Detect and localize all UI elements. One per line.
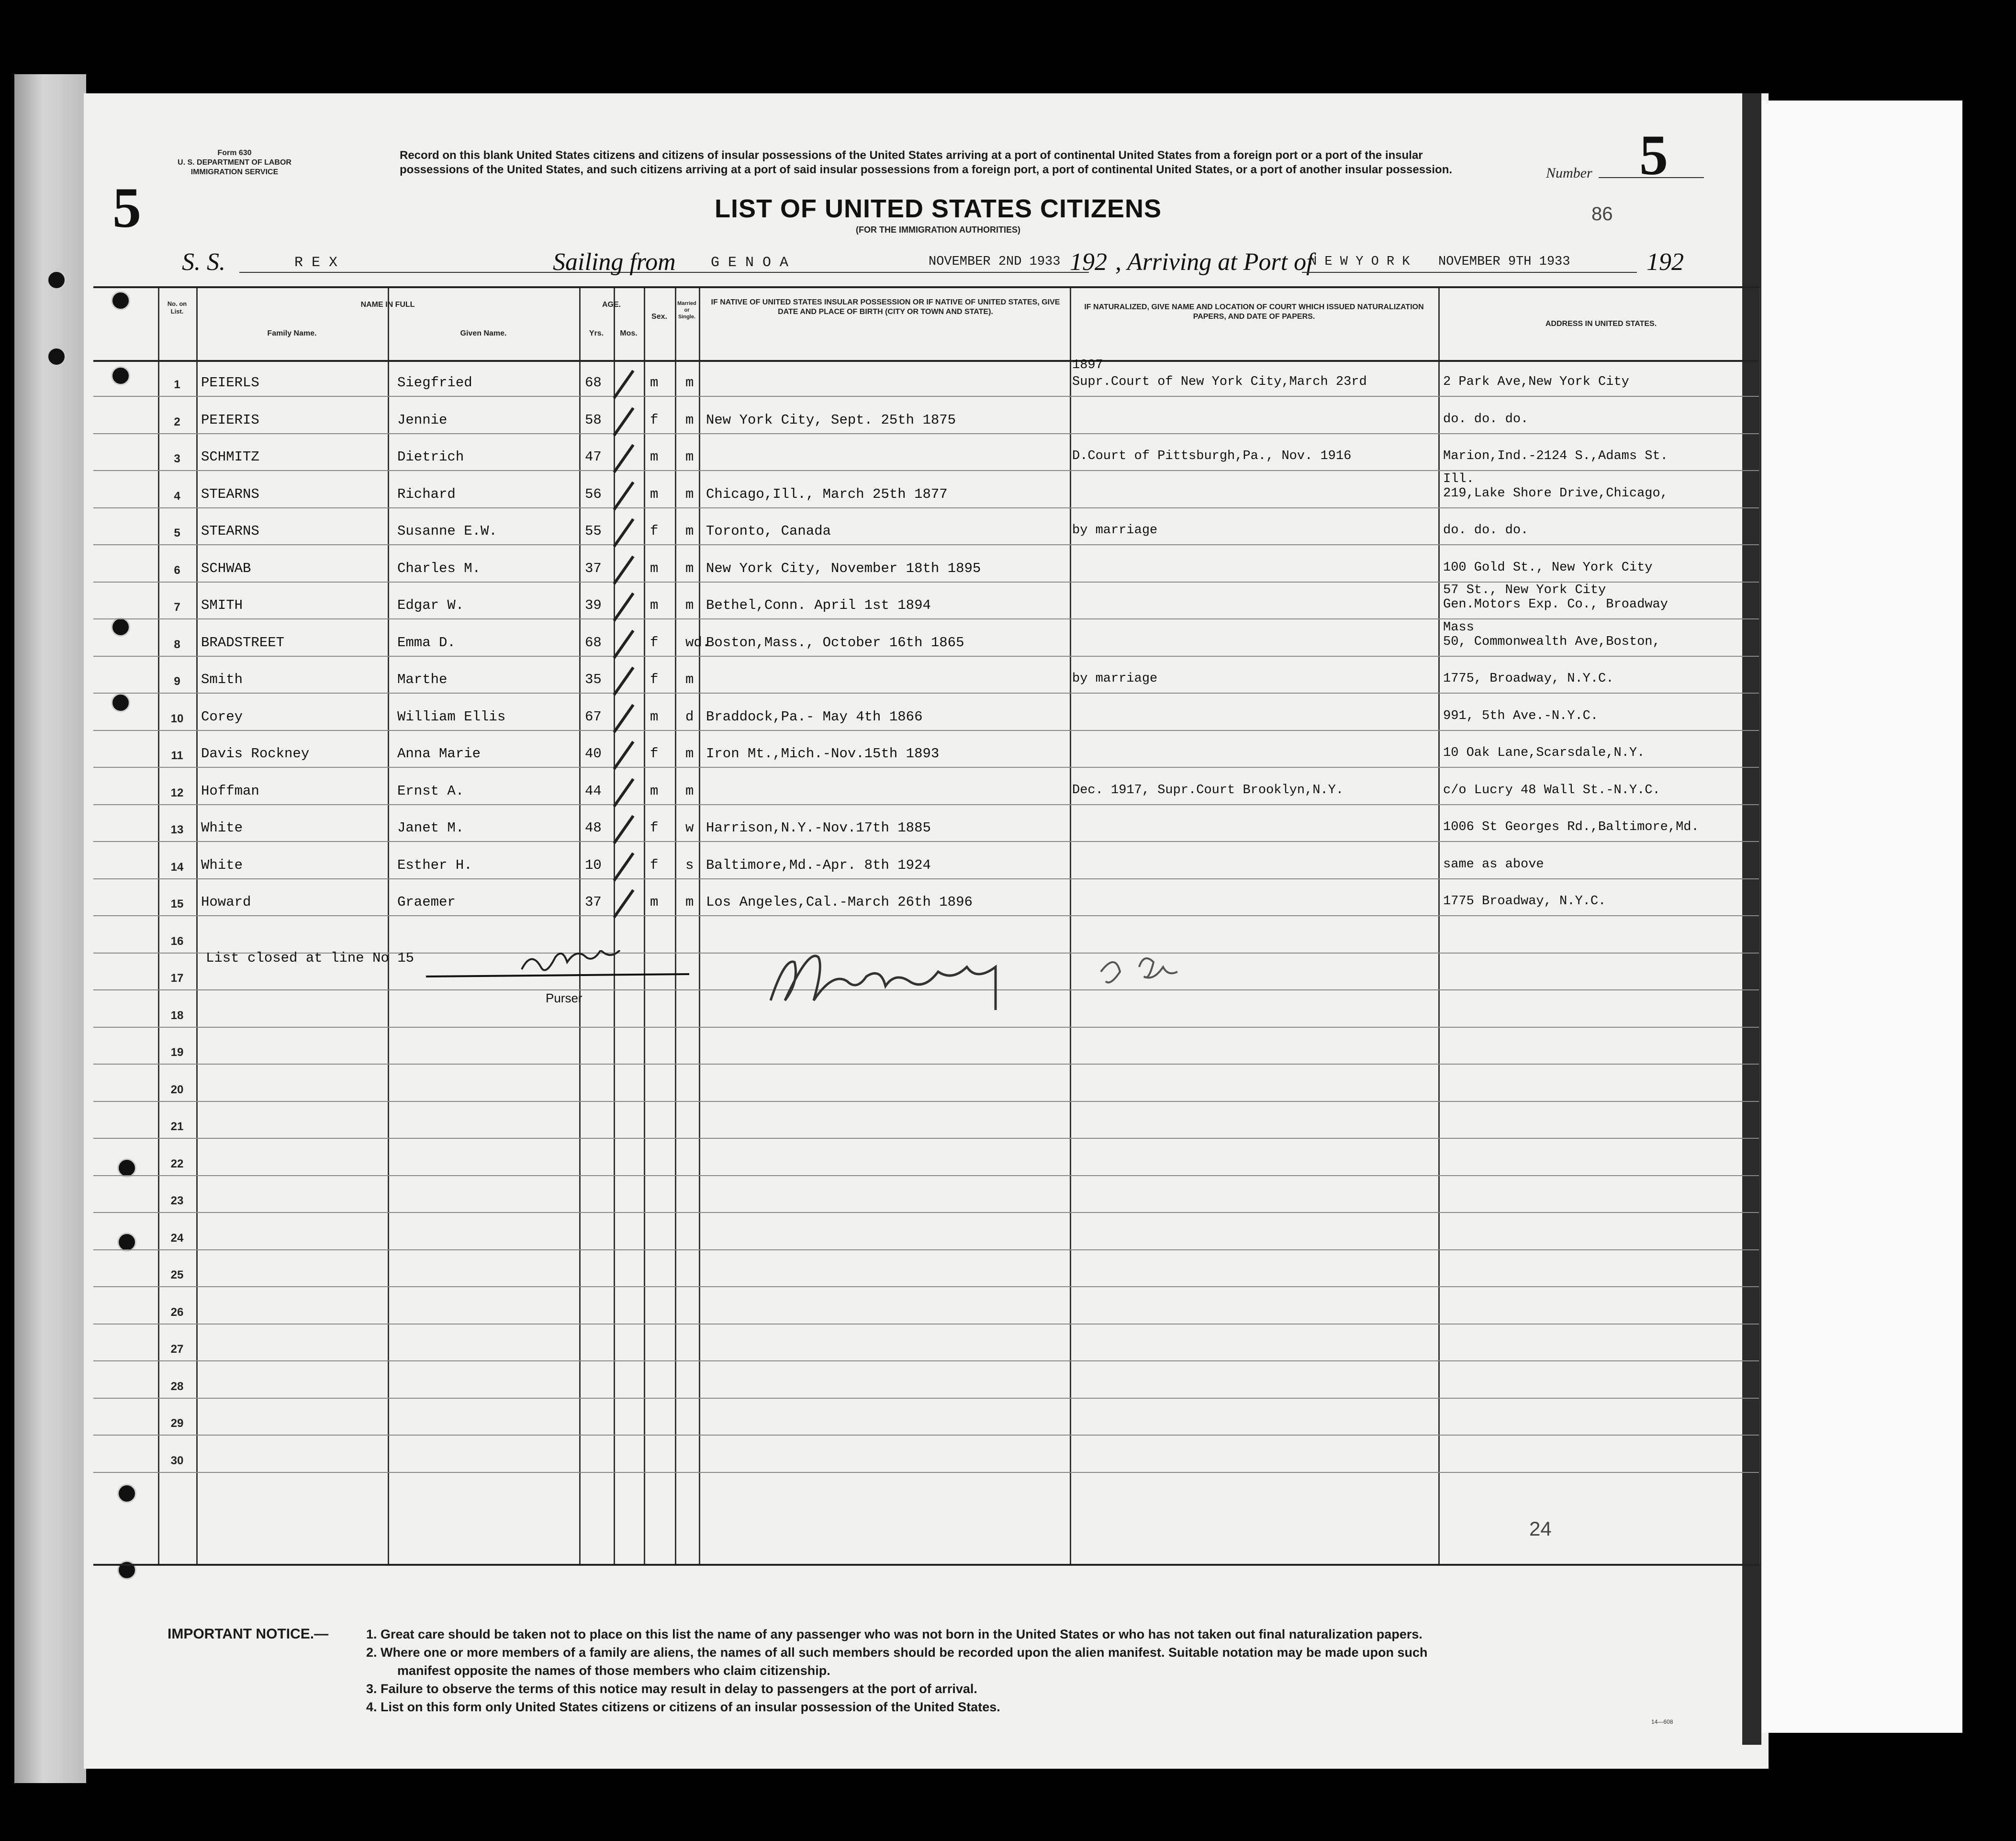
col-header-family: Family Name. <box>267 329 317 337</box>
family-name-cell: PEIERIS <box>201 412 259 428</box>
row-number: 22 <box>170 1157 184 1170</box>
given-name-cell: Esther H. <box>397 857 472 873</box>
row-number: 9 <box>174 675 180 688</box>
notice-item-2-continued: manifest opposite the names of those members who claim citizenship. <box>397 1663 830 1678</box>
departure-port: G E N O A <box>711 255 789 271</box>
sex-cell: m <box>650 708 659 725</box>
row-rule <box>93 804 1759 805</box>
row-number: 8 <box>174 638 180 651</box>
given-name-cell: Graemer <box>397 894 456 910</box>
row-number: 21 <box>170 1120 184 1133</box>
address-cell: 1775, Broadway, N.Y.C. <box>1443 672 1614 686</box>
row-number: 14 <box>170 860 184 874</box>
year-suffix-2: 192 <box>1646 248 1684 276</box>
given-name-cell: Edgar W. <box>397 597 464 613</box>
sex-cell: m <box>650 894 659 910</box>
row-number: 29 <box>170 1417 184 1430</box>
birthplace-cell: Iron Mt.,Mich.-Nov.15th 1893 <box>706 746 940 762</box>
list-closed-note: List closed at line No 15 <box>206 950 414 966</box>
row-number: 20 <box>170 1083 184 1096</box>
sex-cell: f <box>650 820 659 836</box>
marital-status-cell: m <box>685 523 694 539</box>
age-cell: 39 <box>585 597 602 613</box>
address-cell: do. do. do. <box>1443 412 1529 427</box>
col-divider <box>579 288 581 1564</box>
row-rule <box>93 1324 1759 1325</box>
form-id-block <box>144 148 325 177</box>
address-cell: 991, 5th Ave.-N.Y.C. <box>1443 708 1599 723</box>
family-name-cell: Corey <box>201 708 243 725</box>
pencil-page-count: 24 <box>1529 1517 1552 1540</box>
row-rule <box>93 1472 1759 1473</box>
row-rule <box>93 1249 1759 1250</box>
row-number: 5 <box>174 527 180 539</box>
family-name-cell: Hoffman <box>201 783 259 799</box>
family-name-cell: STEARNS <box>201 486 259 502</box>
row-rule <box>93 915 1759 916</box>
row-rule <box>93 693 1759 694</box>
sheet-number-left: 5 <box>112 176 141 239</box>
col-header-name-in-full: NAME IN FULL <box>360 301 415 309</box>
birthplace-cell: Bethel,Conn. April 1st 1894 <box>706 597 931 613</box>
row-number: 2 <box>174 415 180 428</box>
given-name-cell: Emma D. <box>397 634 456 651</box>
marital-status-cell: m <box>685 783 694 799</box>
print-code: 14—608 <box>1651 1718 1673 1725</box>
sex-cell: m <box>650 783 659 799</box>
marital-status-cell: m <box>685 560 694 576</box>
naturalization-cell: Supr.Court of New York City,March 23rd <box>1072 375 1367 389</box>
row-rule <box>93 1360 1759 1361</box>
header-bottom-rule <box>93 360 1759 362</box>
row-number: 27 <box>170 1343 184 1356</box>
page-title: LIST OF UNITED STATES CITIZENS <box>715 194 1162 223</box>
birthplace-cell: New York City, November 18th 1895 <box>706 560 981 576</box>
arrival-date: NOVEMBER 9TH 1933 <box>1438 255 1570 269</box>
notice-item-4: 4. List on this form only United States citizens or citizens of an insular possession of the United States. <box>366 1700 1000 1714</box>
row-rule <box>93 1212 1759 1213</box>
sheet-number-right: 5 <box>1639 123 1668 187</box>
col-divider <box>1759 288 1760 1564</box>
row-number: 23 <box>170 1194 184 1207</box>
row-rule <box>93 470 1759 471</box>
given-name-cell: Ernst A. <box>397 783 464 799</box>
age-cell: 68 <box>585 375 602 391</box>
naturalization-cell: D.Court of Pittsburgh,Pa., Nov. 1916 <box>1072 449 1352 463</box>
birthplace-cell: Boston,Mass., October 16th 1865 <box>706 634 964 651</box>
notice-label: IMPORTANT NOTICE.— <box>168 1626 329 1642</box>
marital-status-cell: m <box>685 486 694 502</box>
row-number: 26 <box>170 1305 184 1319</box>
row-rule <box>93 433 1759 434</box>
address-cell: 50, Commonwealth Ave,Boston, <box>1443 634 1660 649</box>
family-name-cell: White <box>201 820 243 836</box>
sex-cell: f <box>650 634 659 651</box>
row-rule <box>93 618 1759 619</box>
passenger-table <box>93 286 1759 1566</box>
ship-name: R E X <box>294 255 338 271</box>
marital-status-cell: m <box>685 597 694 613</box>
row-number: 19 <box>170 1046 184 1059</box>
given-name-cell: Jennie <box>397 412 448 428</box>
family-name-cell: Howard <box>201 894 251 910</box>
row-number: 18 <box>170 1009 184 1022</box>
address-cell: 1775 Broadway, N.Y.C. <box>1443 894 1606 909</box>
sex-cell: m <box>650 560 659 576</box>
address-cell: Gen.Motors Exp. Co., Broadway <box>1443 597 1668 612</box>
row-number: 17 <box>170 972 184 985</box>
row-rule <box>93 1101 1759 1102</box>
given-name-cell: Siegfried <box>397 375 472 391</box>
row-number: 28 <box>170 1380 184 1393</box>
marital-status-cell: m <box>685 412 694 428</box>
instructions-text: Record on this blank United States citizens and citizens of insular possessions of the United States arriving at a port of continental United States from a foreign port or a port of the insular possessions of the United States, and such citizens arriving at a port of said insular possessions from a foreign port, a port of continental United States, or a port of another insular possession. <box>400 149 1453 176</box>
col-header-birth: IF NATIVE OF UNITED STATES INSULAR POSSESSION OR IF NATIVE OF UNITED STATES, GIVE DATE AND PLACE OF BIRTH (CITY OR TOWN AND STATE). <box>711 298 1060 316</box>
address-cell: 219,Lake Shore Drive,Chicago, <box>1443 486 1668 501</box>
sex-cell: f <box>650 672 659 687</box>
binder-hole <box>47 270 66 290</box>
row-number: 3 <box>174 452 180 465</box>
marital-status-cell: m <box>685 894 694 910</box>
notice-item-3: 3. Failure to observe the terms of this notice may result in delay to passengers at the port of arrival. <box>366 1682 977 1696</box>
row-rule <box>93 767 1759 768</box>
naturalization-cell: by marriage <box>1072 672 1158 686</box>
notice-item-1: 1. Great care should be taken not to place on this list the name of any passenger who was not born in the United States or who has not taken out final naturalization papers. <box>366 1627 1422 1641</box>
marital-status-cell: m <box>685 375 694 391</box>
row-number: 30 <box>170 1454 184 1467</box>
voyage-line <box>182 248 1723 277</box>
col-divider <box>388 288 389 1564</box>
sex-cell: m <box>650 486 659 502</box>
row-rule <box>93 1027 1759 1028</box>
age-cell: 40 <box>585 746 602 762</box>
row-rule <box>93 1138 1759 1139</box>
address-extra-line: Mass <box>1443 620 1474 635</box>
year-suffix-1: 192 <box>1070 248 1107 276</box>
address-cell: 1006 St Georges Rd.,Baltimore,Md. <box>1443 820 1699 834</box>
sex-cell: f <box>650 412 659 428</box>
service-name: IMMIGRATION SERVICE <box>190 168 279 176</box>
departure-date: NOVEMBER 2ND 1933 <box>929 255 1061 269</box>
family-name-cell: White <box>201 857 243 873</box>
row-rule <box>93 878 1759 879</box>
ss-label: S. S. <box>182 248 225 276</box>
family-name-cell: SMITH <box>201 597 243 613</box>
form-number: Form 630 <box>217 149 252 157</box>
marital-status-cell: m <box>685 449 694 465</box>
row-rule <box>93 841 1759 842</box>
row-number: 25 <box>170 1268 184 1281</box>
number-label: Number <box>1546 165 1592 181</box>
adjacent-page <box>1761 101 1962 1733</box>
row-number: 24 <box>170 1231 184 1245</box>
row-number: 7 <box>174 601 180 614</box>
address-cell: same as above <box>1443 857 1544 872</box>
row-number: 13 <box>170 823 184 836</box>
family-name-cell: STEARNS <box>201 523 259 539</box>
naturalization-cell: by marriage <box>1072 523 1158 538</box>
address-cell: do. do. do. <box>1443 523 1529 538</box>
row-number: 16 <box>170 934 184 948</box>
family-name-cell: Smith <box>201 672 243 687</box>
row-rule <box>93 507 1759 508</box>
birthplace-cell: Harrison,N.Y.-Nov.17th 1885 <box>706 820 931 836</box>
row-number: 12 <box>170 786 184 799</box>
marital-status-cell: d <box>685 708 694 725</box>
address-cell: Marion,Ind.-2124 S.,Adams St. <box>1443 449 1668 463</box>
binder-hole <box>47 347 66 366</box>
row-number: 6 <box>174 563 180 577</box>
family-name-cell: Davis Rockney <box>201 746 310 762</box>
age-cell: 35 <box>585 672 602 687</box>
col-divider <box>614 288 615 1564</box>
col-header-mos: Mos. <box>620 329 638 337</box>
col-divider <box>1438 288 1440 1564</box>
col-header-no: No. on List. <box>167 300 187 315</box>
given-name-cell: Susanne E.W. <box>397 523 497 539</box>
col-divider <box>699 288 700 1564</box>
family-name-cell: PEIERLS <box>201 375 259 391</box>
naturalization-year-cell: 1897 <box>1072 358 1103 372</box>
row-rule <box>93 656 1759 657</box>
row-rule <box>93 396 1759 397</box>
age-cell: 10 <box>585 857 602 873</box>
family-name-cell: SCHWAB <box>201 560 251 576</box>
naturalization-cell: Dec. 1917, Supr.Court Brooklyn,N.Y. <box>1072 783 1344 797</box>
col-header-address: ADDRESS IN UNITED STATES. <box>1545 320 1657 328</box>
col-divider <box>644 288 645 1564</box>
given-name-cell: Dietrich <box>397 449 464 465</box>
arriving-label: , Arriving at Port of <box>1115 248 1313 276</box>
given-name-cell: Marthe <box>397 672 448 687</box>
age-cell: 48 <box>585 820 602 836</box>
given-name-cell: Janet M. <box>397 820 464 836</box>
given-name-cell: Richard <box>397 486 456 502</box>
birthplace-cell: Chicago,Ill., March 25th 1877 <box>706 486 948 502</box>
birthplace-cell: Braddock,Pa.- May 4th 1866 <box>706 708 923 725</box>
family-name-cell: SCHMITZ <box>201 449 259 465</box>
sex-cell: m <box>650 597 659 613</box>
given-name-cell: Anna Marie <box>397 746 481 762</box>
row-rule <box>93 730 1759 731</box>
col-header-sex: Sex. <box>651 313 667 321</box>
departure-underline <box>701 272 1089 273</box>
row-rule <box>93 544 1759 545</box>
birthplace-cell: New York City, Sept. 25th 1875 <box>706 412 956 428</box>
family-name-cell: BRADSTREET <box>201 634 285 651</box>
age-cell: 68 <box>585 634 602 651</box>
col-divider <box>196 288 198 1564</box>
binding-edge <box>14 74 86 1783</box>
row-number: 15 <box>170 898 184 910</box>
arrival-port: N E W Y O R K <box>1309 255 1410 269</box>
row-rule <box>93 1435 1759 1436</box>
sex-cell: f <box>650 746 659 762</box>
marital-status-cell: m <box>685 672 694 687</box>
col-header-given: Given Name. <box>460 329 507 337</box>
department-name: U. S. DEPARTMENT OF LABOR <box>178 158 291 167</box>
birthplace-cell: Los Angeles,Cal.-March 26th 1896 <box>706 894 973 910</box>
pencil-annotation: 86 <box>1591 203 1613 225</box>
address-cell: c/o Lucry 48 Wall St.-N.Y.C. <box>1443 783 1660 797</box>
sex-cell: m <box>650 449 659 465</box>
purser-signature <box>421 950 699 988</box>
col-header-married: Married or Single. <box>677 301 696 320</box>
marital-status-cell: m <box>685 746 694 762</box>
address-extra-line: Ill. <box>1443 471 1474 486</box>
given-name-cell: Charles M. <box>397 560 481 576</box>
page-subtitle: (FOR THE IMMIGRATION AUTHORITIES) <box>856 225 1020 235</box>
age-cell: 47 <box>585 449 602 465</box>
address-cell: 100 Gold St., New York City <box>1443 560 1653 575</box>
address-cell: 2 Park Ave,New York City <box>1443 375 1629 389</box>
age-cell: 67 <box>585 708 602 725</box>
row-number: 1 <box>174 378 180 391</box>
notice-item-2: 2. Where one or more members of a family are aliens, the names of all such members should be recorded upon the alien manifest. Suitable notation may be made upon such <box>366 1645 1428 1660</box>
row-number: 11 <box>171 749 183 762</box>
row-number: 4 <box>174 489 180 503</box>
age-cell: 37 <box>585 894 602 910</box>
age-cell: 55 <box>585 523 602 539</box>
col-divider <box>158 288 159 1564</box>
address-cell: 10 Oak Lane,Scarsdale,N.Y. <box>1443 746 1645 760</box>
col-divider <box>1070 288 1071 1564</box>
row-rule <box>93 1064 1759 1065</box>
sailing-from-label: Sailing from <box>553 248 676 276</box>
age-cell: 37 <box>585 560 602 576</box>
marital-status-cell: w <box>685 820 694 836</box>
age-cell: 56 <box>585 486 602 502</box>
birthplace-cell: Toronto, Canada <box>706 523 831 539</box>
marital-status-cell: wd. <box>685 634 711 651</box>
col-header-naturalized: IF NATURALIZED, GIVE NAME AND LOCATION OF COURT WHICH ISSUED NATURALIZATION PAPERS, AND DATE OF PAPERS. <box>1084 303 1424 321</box>
inspector-signature <box>766 943 1244 1020</box>
row-rule <box>93 582 1759 583</box>
marital-status-cell: s <box>685 857 694 873</box>
notice-items <box>366 1625 1754 1716</box>
birthplace-cell: Baltimore,Md.-Apr. 8th 1924 <box>706 857 931 873</box>
row-number: 10 <box>170 712 184 725</box>
age-cell: 44 <box>585 783 602 799</box>
row-rule <box>93 1175 1759 1176</box>
given-name-cell: William Ellis <box>397 708 506 725</box>
age-cell: 58 <box>585 412 602 428</box>
col-header-yrs: Yrs. <box>589 329 604 337</box>
arrival-underline <box>1302 272 1637 273</box>
col-header-age: AGE. <box>602 301 621 309</box>
sex-cell: m <box>650 375 659 391</box>
row-rule <box>93 1398 1759 1399</box>
col-divider <box>675 288 676 1564</box>
sex-cell: f <box>650 857 659 873</box>
row-rule <box>93 1286 1759 1287</box>
sex-cell: f <box>650 523 659 539</box>
purser-label: Purser <box>546 991 582 1005</box>
address-extra-line: 57 St., New York City <box>1443 583 1606 597</box>
